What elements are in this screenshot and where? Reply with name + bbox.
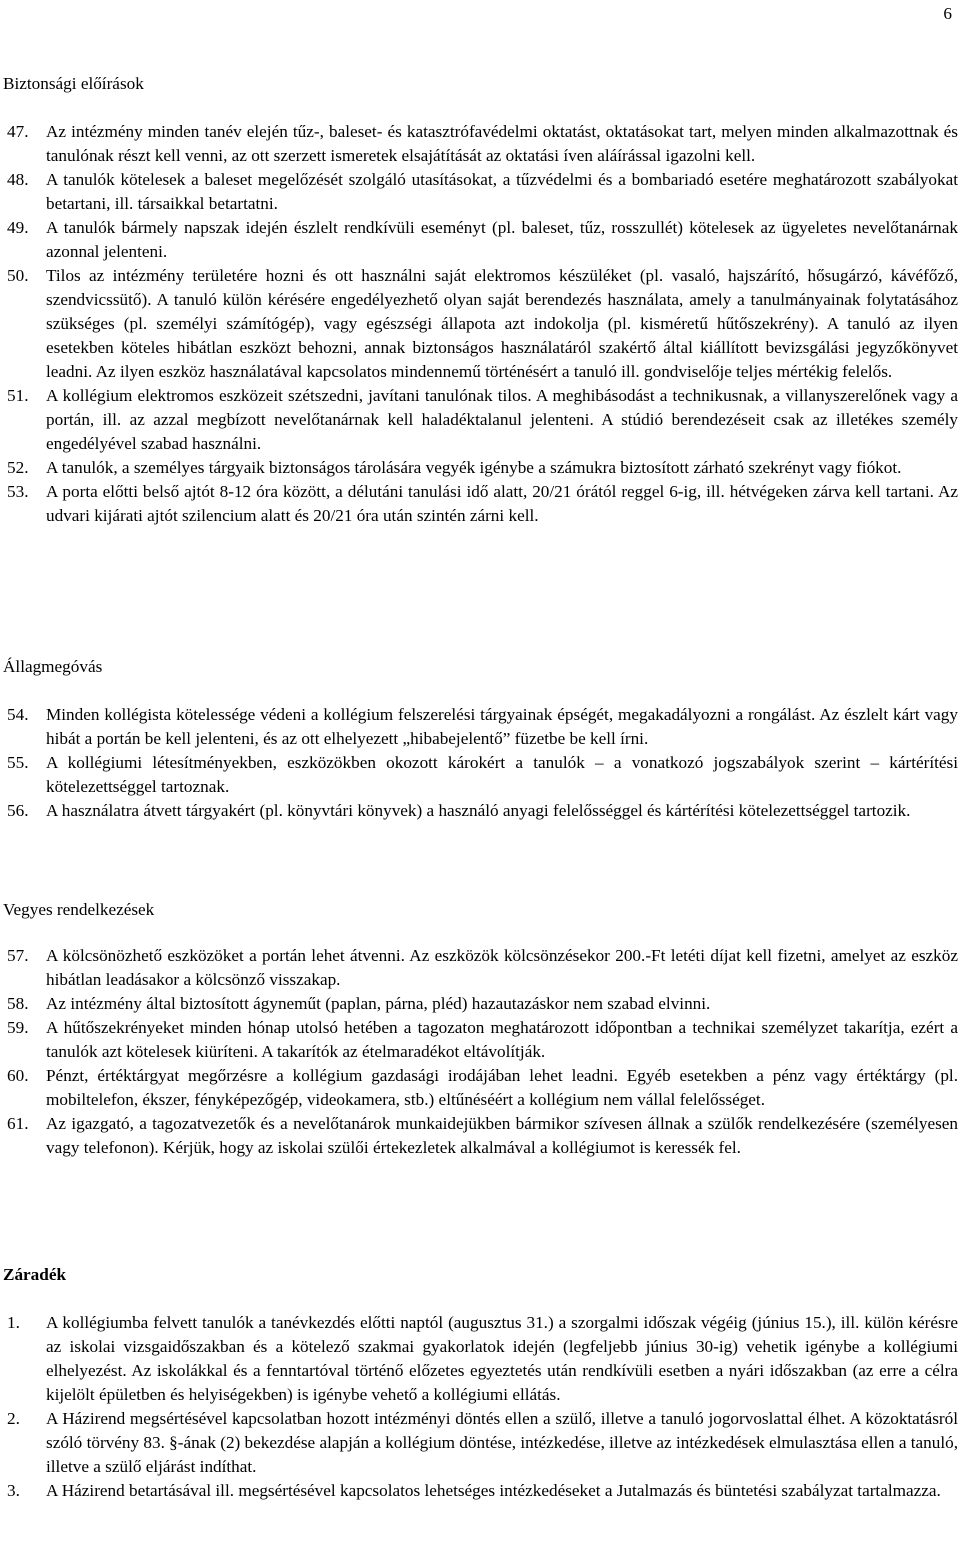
- item-number: 50.: [7, 266, 29, 285]
- item-number: 1.: [7, 1313, 20, 1332]
- item-text: A tanulók bármely napszak idején észlelt rendkívüli eseményt (pl. baleset, tűz, rosszullét) kötelesek az ügyeletes nevelőtanárnak azonnal jelenteni.: [46, 218, 958, 261]
- list-item: [3, 264, 958, 384]
- item-number: 3.: [7, 1481, 20, 1500]
- item-text: A tanulók kötelesek a baleset megelőzését szolgáló utasításokat, a tűzvédelmi és a bombariadó esetére meghatározott szabályokat betartani, ill. társaikkal betartatni.: [46, 170, 958, 213]
- list-item: [3, 1064, 958, 1112]
- item-number: 51.: [7, 386, 29, 405]
- item-number: 52.: [7, 458, 29, 477]
- list-item: [3, 944, 958, 992]
- item-number: 56.: [7, 801, 29, 820]
- list-item: [3, 480, 958, 528]
- list-item: [3, 384, 958, 456]
- page-number: 6: [943, 4, 952, 23]
- list-item: [3, 751, 958, 799]
- list-item: [3, 992, 958, 1016]
- item-text: A Házirend betartásával ill. megsértésével kapcsolatos lehetséges intézkedéseket a Jutalmazás és büntetési szabályzat tartalmazza.: [46, 1481, 941, 1500]
- section-heading-safety: Biztonsági előírások: [3, 74, 144, 93]
- list-item: [3, 1112, 958, 1160]
- item-text: A porta előtti belső ajtót 8-12 óra között, a délutáni tanulási idő alatt, 20/21 órától reggel 6-ig, ill. hétvégeken zárva kell tartani. Az udvari kijárati ajtót szilencium alatt és 20/21 óra után szintén zárni kell.: [46, 482, 958, 525]
- safety-rules-list: [3, 120, 958, 528]
- item-text: A kölcsönözhető eszközöket a portán lehet átvenni. Az eszközök kölcsönzésekor 200.-Ft letéti díjat kell fizetni, amelyet az eszköz hibátlan leadásakor a kölcsönző visszakap.: [46, 946, 958, 989]
- item-number: 48.: [7, 170, 29, 189]
- list-item: [3, 799, 958, 823]
- item-number: 59.: [7, 1018, 29, 1037]
- item-number: 47.: [7, 122, 29, 141]
- item-number: 2.: [7, 1409, 20, 1428]
- item-number: 54.: [7, 705, 29, 724]
- section-heading-misc: Vegyes rendelkezések: [3, 900, 155, 919]
- item-number: 53.: [7, 482, 29, 501]
- misc-rules-list: [3, 944, 958, 1160]
- item-text: Pénzt, értéktárgyat megőrzésre a kollégium gazdasági irodájában lehet leadni. Egyéb esetekben a pénz vagy értéktárgy (pl. mobiltelefon, ékszer, fényképezőgép, videokamera, stb.) eltűnéséért a kollégium nem vállal felelősséget.: [46, 1066, 958, 1109]
- section-heading-closing: Záradék: [3, 1265, 67, 1284]
- item-text: Tilos az intézmény területére hozni és ott használni saját elektromos készüléket (pl. vasaló, hajszárító, hősugárzó, kávéfőző, szendvicssütő). A tanuló külön kérésére engedélyezhető olyan saját berendezés használata, amely a tanulmányainak folytatásához szükséges (pl. személyi számítógép), vagy egészségi állapota azt indokolja (pl. kisméretű hűtőszekrény). A tanuló az ilyen esetekben köteles hibátlan eszközt behozni, annak biztonságos használatáról szakértő által kiállított bevizsgálási jegyzőkönyvet leadni. Az ilyen eszköz használatával kapcsolatos mindennemű történésért a tanuló ill. gondviselője teljes mértékig felelős.: [46, 266, 958, 381]
- item-text: Az intézmény által biztosított ágyneműt (paplan, párna, pléd) hazautazáskor nem szabad elvinni.: [46, 994, 711, 1013]
- list-item: [3, 168, 958, 216]
- item-text: A hűtőszekrényeket minden hónap utolsó hetében a tagozaton meghatározott időpontban a technikai személyzet takarítja, ezért a tanulók azt kötelesek kiüríteni. A takarítók az ételmaradékot eltávolítják.: [46, 1018, 958, 1061]
- item-number: 57.: [7, 946, 29, 965]
- list-item: [3, 1479, 958, 1503]
- list-item: [3, 456, 958, 480]
- section-heading-maintenance: Állagmegóvás: [3, 657, 103, 676]
- item-number: 58.: [7, 994, 29, 1013]
- item-text: A Házirend megsértésével kapcsolatban hozott intézményi döntés ellen a szülő, illetve a tanuló jogorvoslattal élhet. A közoktatásról szóló törvény 83. §-ának (2) bekezdése alapján a kollégium döntése, intézkedése, illetve az intézkedések elmulasztása ellen a tanuló, illetve a szülő eljárást indíthat.: [46, 1409, 959, 1476]
- item-text: A kollégiumi létesítményekben, eszközökben okozott károkért a tanulók – a vonatkozó jogszabályok szerint – kártérítési kötelezettséggel tartoznak.: [46, 753, 958, 796]
- list-item: [3, 1407, 958, 1479]
- item-number: 61.: [7, 1114, 29, 1133]
- item-text: A használatra átvett tárgyakért (pl. könyvtári könyvek) a használó anyagi felelősséggel és kártérítési kötelezettséggel tartozik.: [46, 801, 911, 820]
- item-number: 60.: [7, 1066, 29, 1085]
- item-text: Minden kollégista kötelessége védeni a kollégium felszerelési tárgyainak épségét, megakadályozni a rongálást. Az észlelt kárt vagy hibát a portán be kell jelenteni, és az ott elhelyezett „hibabejelentő” füzetbe be kell írni.: [46, 705, 958, 748]
- list-item: [3, 120, 958, 168]
- item-text: Az igazgató, a tagozatvezetők és a nevelőtanárok munkaidejükben bármikor szívesen állnak a szülők rendelkezésére (személyesen vagy telefonon). Kérjük, hogy az iskolai szülői értekezletek alkalmával a kollégiumot is keressék fel.: [46, 1114, 958, 1157]
- item-text: Az intézmény minden tanév elején tűz-, baleset- és katasztrófavédelmi oktatást, oktatásokat tart, melyen minden alkalmazottnak és tanulónak részt kell venni, az ott szerzett ismeretek elsajátítását az oktatási íven aláírással igazolni kell.: [46, 122, 958, 165]
- item-text: A kollégium elektromos eszközeit szétszedni, javítani tanulónak tilos. A meghibásodást a technikusnak, a villanyszerelőnek vagy a portán, ill. az azzal megbízott nevelőtanárnak kell haladéktalanul jelenteni. A stúdió berendezéseit csak az illetékes személy engedélyével szabad használni.: [46, 386, 958, 453]
- list-item: [3, 216, 958, 264]
- list-item: [3, 1016, 958, 1064]
- item-number: 55.: [7, 753, 29, 772]
- item-number: 49.: [7, 218, 29, 237]
- closing-clauses-list: [3, 1311, 958, 1503]
- item-text: A tanulók, a személyes tárgyaik biztonságos tárolására vegyék igénybe a számukra biztosított zárható szekrényt vagy fiókot.: [46, 458, 902, 477]
- list-item: [3, 1311, 958, 1407]
- list-item: [3, 703, 958, 751]
- maintenance-rules-list: [3, 703, 958, 823]
- item-text: A kollégiumba felvett tanulók a tanévkezdés előtti naptól (augusztus 31.) a szorgalmi időszak végéig (június 15.), ill. külön kérésre az iskolai vizsgaidőszakban és a kötelező szakmai gyakorlatok idején (legfeljebb június 30-ig) vehetik igénybe a kollégiumi elhelyezést. Az iskolákkal és a fenntartóval történő előzetes egyeztetés után rendkívüli esetben a nyári időszakban (az erre a célra kijelölt épületben és helyiségekben) is igénybe vehető a kollégiumi ellátás.: [46, 1313, 958, 1404]
